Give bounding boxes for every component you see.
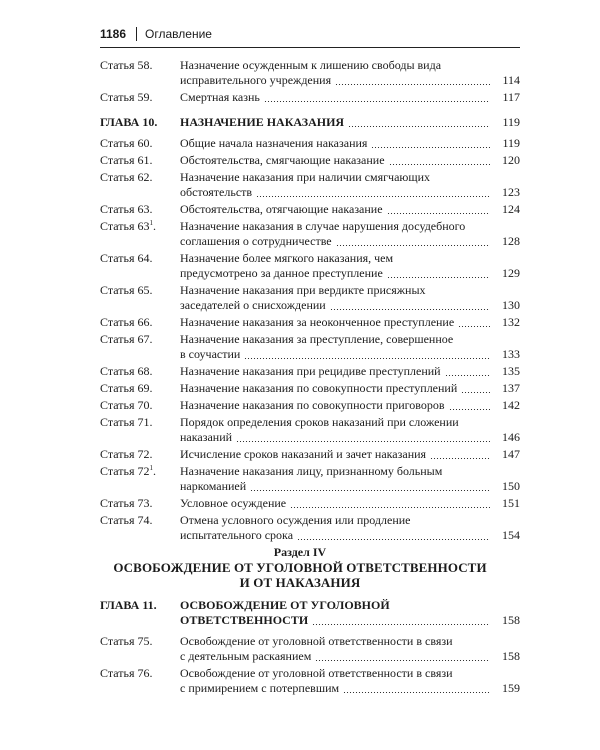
toc-entry-title-line: соглашения о сотрудничестве [180,234,332,248]
toc-entry-label: Статья [100,513,135,527]
toc-entry-number [100,513,176,528]
toc-entry-page: 133 [502,347,520,361]
part-title-line-1: ОСВОБОЖДЕНИЕ ОТ УГОЛОВНОЙ ОТВЕТСТВЕННОСТИ [113,560,487,575]
toc-entry-title-line: Освобождение от уголовной ответственности в связи [180,634,453,648]
toc-entry-page: 142 [502,398,520,412]
toc-entry-title [180,666,520,696]
toc-entry-title-line: Назначение наказания за неоконченное преступление [180,315,455,329]
toc-entry-title [180,415,520,445]
toc-entry-number [100,153,176,168]
toc-entry[interactable] [100,283,520,313]
toc-entry-label: Статья [100,153,135,167]
toc-entry[interactable] [100,464,520,494]
toc-entry-number [100,283,176,298]
toc-entry[interactable] [100,58,520,88]
toc-entry-num: 71. [137,415,153,429]
toc-entry-number [100,170,176,185]
dot-leader [430,458,490,459]
toc-entry-title [180,153,520,168]
toc-entry-title-line: предусмотрено за данное преступление [180,266,383,280]
toc-entry[interactable] [100,153,520,168]
toc-entry-title-line: Порядок определения сроков наказаний при сложении [180,415,459,429]
toc-entry-title-line: обстоятельств [180,185,253,199]
toc-entry-label: Статья [100,332,135,346]
toc-entry-number [100,398,176,413]
toc-entry-num: 60. [137,136,153,150]
toc-entry[interactable] [100,634,520,664]
dot-leader [335,84,490,85]
toc-entry-page: 159 [502,681,520,695]
toc-chapter[interactable] [100,598,520,628]
toc-entry-num: 58. [137,58,153,72]
toc-entry-label: Статья [100,251,135,265]
toc-entry-page: 154 [502,528,520,542]
toc-entry-num: 76. [137,666,153,680]
toc-entry-num: 72. [137,447,153,461]
toc-entry-label: Статья [100,219,135,233]
toc-entry-num: 75. [137,634,153,648]
toc-entry-title-line: испытательного срока [180,528,294,542]
toc-entry-label: Статья [100,447,135,461]
toc-entry-title [180,332,520,362]
toc-entry-num: 64. [137,251,153,265]
toc-entry-number [100,464,176,479]
toc-entry-number [100,58,176,73]
toc-entry-title-line: Освобождение от уголовной ответственности в связи [180,666,453,680]
toc-entry-suffix: . [153,464,156,478]
toc-entry[interactable] [100,496,520,511]
toc-entry-number [100,90,176,105]
toc-entry-num: 73. [137,496,153,510]
dot-leader [315,660,490,661]
toc-entry-number [100,447,176,462]
toc-entry-page: 120 [502,153,520,167]
toc-entry-title-line: Назначение наказания по совокупности приговоров [180,398,445,412]
toc-entry-title [180,381,520,396]
toc-entry-number [100,315,176,330]
toc-entry-page: 130 [502,298,520,312]
toc-entry-suffix: . [153,219,156,233]
toc-entry-label: Статья [100,58,135,72]
dot-leader [461,392,490,393]
toc-entry-title [180,464,520,494]
toc-entry-superscript: 1 [149,219,153,227]
toc-list-top [100,58,520,543]
toc-entry-title-line: в соучастии [180,347,241,361]
toc-entry-title-line: Назначение наказания лицу, признанному больным [180,464,443,478]
toc-entry-title-line: НАЗНАЧЕНИЕ НАКАЗАНИЯ [180,115,345,129]
dot-leader [336,245,490,246]
toc-entry-page: 114 [502,73,520,87]
toc-entry-number [100,219,176,234]
toc-entry-title-line: Обстоятельства, смягчающие наказание [180,153,385,167]
toc-entry-num: 63 [137,219,150,233]
toc-entry-title [180,398,520,413]
dot-leader [387,277,490,278]
toc-entry-title [180,513,520,543]
toc-entry-title [180,315,520,330]
toc-list-bottom [100,598,520,696]
toc-entry-label: Статья [100,666,135,680]
toc-entry-page: 146 [502,430,520,444]
toc-entry-number [100,202,176,217]
dot-leader [297,539,490,540]
toc-entry-number [100,598,176,613]
dot-leader [256,196,490,197]
toc-entry-num: 72 [137,464,150,478]
toc-entry-title-line: Назначение наказания за преступление, совершенное [180,332,454,346]
toc-entry-title-line: исправительного учреждения [180,73,332,87]
dot-leader [250,490,490,491]
running-head [100,24,520,44]
toc-entry-page: 123 [502,185,520,199]
toc-entry[interactable] [100,170,520,200]
header-rule [100,47,520,48]
toc-entry-label: ГЛАВА 11. [100,598,157,612]
toc-entry-num: 67. [137,332,153,346]
toc-entry-title-line: Назначение наказания при рецидиве преступлений [180,364,441,378]
dot-leader [371,147,490,148]
toc-entry-page: 129 [502,266,520,280]
toc-entry-title [180,447,520,462]
toc-entry-title-line: Исчисление сроков наказаний и зачет наказания [180,447,427,461]
toc-entry-title [180,90,520,105]
toc-entry-num: 68. [137,364,153,378]
toc-entry[interactable] [100,332,520,362]
toc-entry[interactable] [100,251,520,281]
toc-entry-title-line: Назначение наказания при вердикте присяжных [180,283,426,297]
toc-entry-number [100,364,176,379]
toc-entry-title-line: Смертная казнь [180,90,260,104]
toc-entry-num: 66. [137,315,153,329]
dot-leader [343,692,490,693]
toc-entry-number [100,251,176,266]
toc-entry-superscript: 1 [149,464,153,472]
toc-entry-label: Статья [100,170,135,184]
toc-entry-number [100,115,176,130]
toc-entry-title-line: Отмена условного осуждения или продление [180,513,411,527]
toc-entry-label: Статья [100,415,135,429]
toc-entry[interactable] [100,219,520,249]
toc-entry-label: Статья [100,315,135,329]
toc-entry-num: 62. [137,170,153,184]
dot-leader [458,326,490,327]
toc-entry-num: 63. [137,202,153,216]
toc-entry[interactable] [100,381,520,396]
toc-entry-page: 128 [502,234,520,248]
toc-entry-title-line: Обстоятельства, отягчающие наказание [180,202,383,216]
toc-entry[interactable] [100,415,520,445]
toc-entry-number [100,415,176,430]
toc-entry-page: 147 [502,447,520,461]
dot-leader [264,101,490,102]
toc-entry-title-line: Назначение осужденным к лишению свободы вида [180,58,442,72]
dot-leader [389,164,490,165]
dot-leader [330,309,490,310]
toc-entry-num: 61. [137,153,153,167]
toc-entry-title-line: Назначение более мягкого наказания, чем [180,251,394,265]
dot-leader [290,507,490,508]
toc-entry-number [100,136,176,151]
toc-entry-title [180,496,520,511]
toc-entry-title [180,283,520,313]
header-separator [136,27,137,41]
toc-entry-title-line: Общие начала назначения наказания [180,136,368,150]
toc-entry-page: 124 [502,202,520,216]
toc-entry-num: 69. [137,381,153,395]
toc-entry[interactable] [100,364,520,379]
dot-leader [445,375,490,376]
toc-entry[interactable] [100,315,520,330]
part-label: Раздел IV [273,545,327,559]
toc-entry-title-line: с деятельным раскаянием [180,649,312,663]
toc-entry-title-line: Назначение наказания при наличии смягчающих [180,170,431,184]
toc-entry-page: 137 [502,381,520,395]
dot-leader [244,358,490,359]
toc-entry-number [100,332,176,347]
toc-entry-page: 132 [502,315,520,329]
toc-entry-page: 158 [502,613,520,627]
toc-entry-title [180,364,520,379]
toc-entry-title-line: наркоманией [180,479,247,493]
section-title: Оглавление [145,27,212,41]
toc-entry-label: Статья [100,496,135,510]
toc-entry-label: Статья [100,398,135,412]
toc-entry-number [100,381,176,396]
toc-entry-number [100,496,176,511]
toc-entry-title [180,634,520,664]
toc-entry-page: 119 [502,136,520,150]
toc-entry-title [180,136,520,151]
dot-leader [387,213,490,214]
toc-entry-label: Статья [100,90,135,104]
toc-entry-title [180,251,520,281]
toc-entry-number [100,666,176,681]
toc-entry-title [180,170,520,200]
toc-entry-page: 158 [502,649,520,663]
toc-entry[interactable] [100,136,520,151]
toc-entry-num: 74. [137,513,153,527]
toc-entry-num: 65. [137,283,153,297]
dot-leader [312,624,490,625]
toc-entry[interactable] [100,666,520,696]
toc-entry-title [180,598,520,628]
toc-entry-label: Статья [100,634,135,648]
toc-entry-page: 151 [502,496,520,510]
toc-entry-title-line: ОСВОБОЖДЕНИЕ ОТ УГОЛОВНОЙ [180,598,390,612]
toc-entry-title [180,115,520,130]
toc-chapter[interactable] [100,115,520,130]
toc-entry-num: 70. [137,398,153,412]
toc-entry-label: Статья [100,136,135,150]
toc-entry-page: 150 [502,479,520,493]
toc-entry-label: ГЛАВА 10. [100,115,158,129]
toc-entry-title [180,58,520,88]
toc-entry[interactable] [100,447,520,462]
toc-entry-page: 119 [502,115,520,129]
toc-entry[interactable] [100,398,520,413]
toc-entry-title-line: Назначение наказания в случае нарушения досудебного [180,219,466,233]
toc-entry-label: Статья [100,381,135,395]
toc-entry-title-line: с примирением с потерпевшим [180,681,340,695]
dot-leader [236,441,490,442]
toc-entry-label: Статья [100,364,135,378]
toc-entry-page: 135 [502,364,520,378]
toc-entry-title-line: ОТВЕТСТВЕННОСТИ [180,613,309,627]
toc-entry-number [100,634,176,649]
part-title-line-2: И ОТ НАКАЗАНИЯ [239,575,361,590]
toc-entry-title-line: Назначение наказания по совокупности преступлений [180,381,458,395]
page-number: 1186 [100,27,127,41]
part-heading [60,545,540,590]
toc-entry-num: 59. [137,90,153,104]
toc-entry-page: 117 [502,90,520,104]
toc-entry-title [180,202,520,217]
dot-leader [348,126,490,127]
toc-entry-title-line: наказаний [180,430,233,444]
toc-entry-label: Статья [100,464,135,478]
toc-entry-title [180,219,520,249]
toc-entry-label: Статья [100,202,135,216]
toc-entry-title-line: заседателей о снисхождении [180,298,326,312]
dot-leader [449,409,490,410]
toc-entry[interactable] [100,90,520,105]
toc-entry-label: Статья [100,283,135,297]
toc-entry[interactable] [100,202,520,217]
toc-entry-title-line: Условное осуждение [180,496,287,510]
toc-entry[interactable] [100,513,520,543]
